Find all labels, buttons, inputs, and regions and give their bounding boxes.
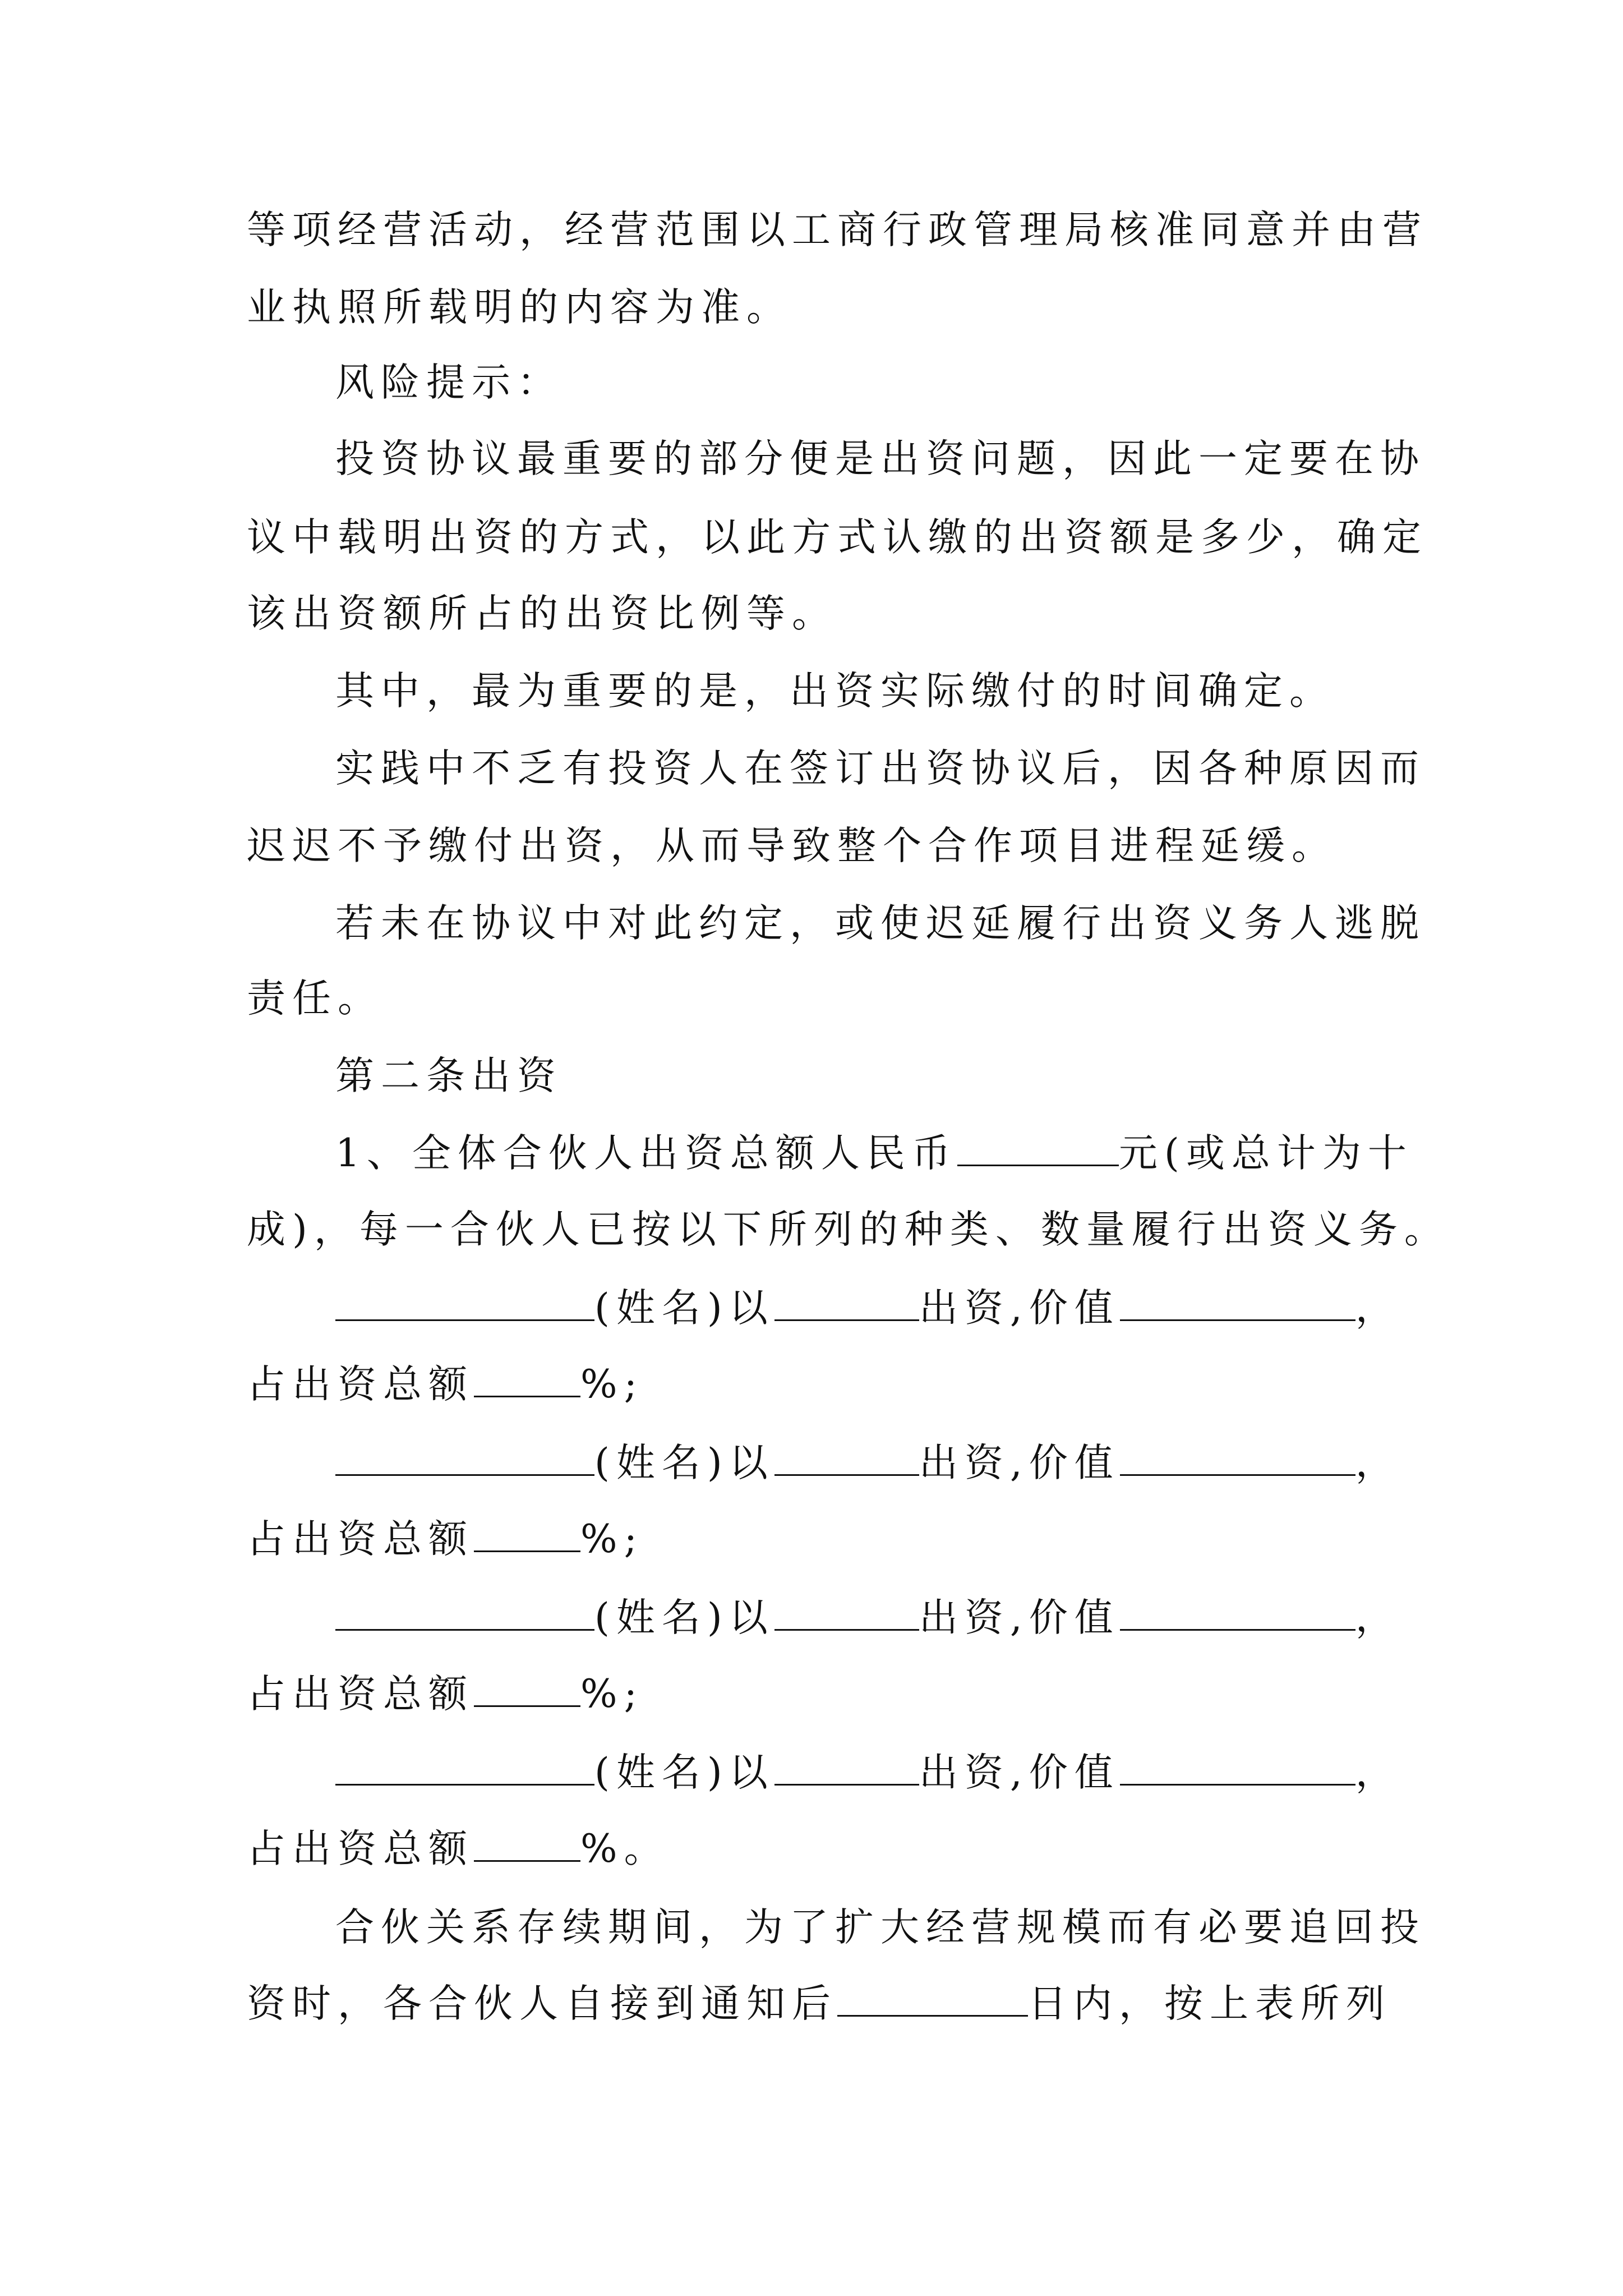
paragraph-1-line-2: 业执照所载明的内容为准。 [247,285,792,330]
partner-comma: ， [1355,1441,1401,1485]
paragraph-3-line-1: 其中，最为重要的是，出资实际缴付的时间确定。 [335,669,1335,714]
share-label: 占出资总额 [247,1517,474,1562]
partner-entry-1 [335,1281,1401,1335]
partner-share-3 [247,1667,644,1721]
partner-2-value-blank[interactable] [1120,1439,1355,1476]
partner-contrib-label: 出资,价值 [919,1750,1120,1795]
partner-name-label: (姓名)以 [594,1750,774,1795]
partner-contrib-label: 出资,价值 [919,1286,1120,1331]
partner-comma: ， [1355,1750,1401,1795]
partner-2-share-blank[interactable] [474,1516,580,1552]
partner-share-2 [247,1512,644,1566]
partner-name-label: (姓名)以 [594,1286,774,1331]
partner-contrib-label: 出资,价值 [919,1441,1120,1485]
paragraph-4-line-2: 迟迟不予缴付出资，从而导致整个合作项目进程延缓。 [247,823,1337,868]
partner-3-value-blank[interactable] [1120,1594,1355,1631]
partner-3-form-blank[interactable] [774,1594,919,1631]
partner-1-name-blank[interactable] [335,1285,594,1321]
paragraph-5-line-2: 责任。 [247,976,383,1021]
partner-1-form-blank[interactable] [774,1285,919,1321]
partner-contrib-label: 出资,价值 [919,1595,1120,1640]
partner-4-form-blank[interactable] [774,1749,919,1786]
share-end: %; [580,1672,644,1717]
paragraph-5-line-1: 若未在协议中对此约定，或使迟延履行出资义务人逃脱 [335,901,1426,946]
paragraph-6-suffix: 日内，按上表所列 [1028,1981,1391,2026]
total-amount-blank[interactable] [957,1130,1119,1166]
paragraph-2-line-2: 议中载明出资的方式，以此方式认缴的出资额是多少，确定 [247,515,1428,560]
clause-1-suffix: 元(或总计为十 [1118,1131,1413,1176]
share-end: %; [580,1517,644,1562]
partner-4-name-blank[interactable] [335,1749,594,1786]
partner-entry-4 [335,1746,1401,1800]
partner-share-1 [247,1358,644,1411]
partner-4-share-blank[interactable] [474,1825,580,1862]
partner-comma: ， [1355,1595,1401,1640]
partner-3-share-blank[interactable] [474,1671,580,1707]
share-label: 占出资总额 [247,1672,474,1717]
partner-comma: ， [1355,1286,1401,1331]
partner-entry-3 [335,1591,1401,1645]
paragraph-1-line-1: 等项经营活动，经营范围以工商行政管理局核准同意并由营 [247,208,1428,252]
paragraph-2-line-3: 该出资额所占的出资比例等。 [247,591,837,636]
clause-1-line-2: 成)，每一合伙人已按以下所列的种类、数量履行出资义务。 [247,1207,1450,1252]
partner-entry-2 [335,1436,1401,1490]
share-label: 占出资总额 [247,1362,474,1407]
partner-1-value-blank[interactable] [1120,1285,1355,1321]
paragraph-6-prefix: 资时，各合伙人自接到通知后 [247,1981,837,2026]
risk-heading: 风险提示： [335,360,562,405]
share-label: 占出资总额 [247,1826,474,1871]
article-heading: 第二条出资 [335,1053,562,1098]
clause-1-prefix: 1、全体合伙人出资总额人民币 [335,1131,957,1176]
notice-days-blank[interactable] [837,1980,1028,2017]
partner-1-share-blank[interactable] [474,1361,580,1397]
share-end: %; [580,1362,644,1407]
share-end-final: %。 [580,1826,670,1871]
paragraph-6-line-1: 合伙关系存续期间，为了扩大经营规模而有必要追回投 [335,1905,1426,1950]
clause-1-line-1 [335,1126,1413,1180]
partner-3-name-blank[interactable] [335,1594,594,1631]
paragraph-4-line-1: 实践中不乏有投资人在签订出资协议后，因各种原因而 [335,746,1426,791]
paragraph-2-line-1: 投资协议最重要的部分便是出资问题，因此一定要在协 [335,436,1426,481]
partner-4-value-blank[interactable] [1120,1749,1355,1786]
partner-2-name-blank[interactable] [335,1439,594,1476]
partner-2-form-blank[interactable] [774,1439,919,1476]
partner-name-label: (姓名)以 [594,1595,774,1640]
paragraph-6-line-2 [247,1977,1391,2031]
partner-name-label: (姓名)以 [594,1441,774,1485]
partner-share-4 [247,1822,670,1876]
